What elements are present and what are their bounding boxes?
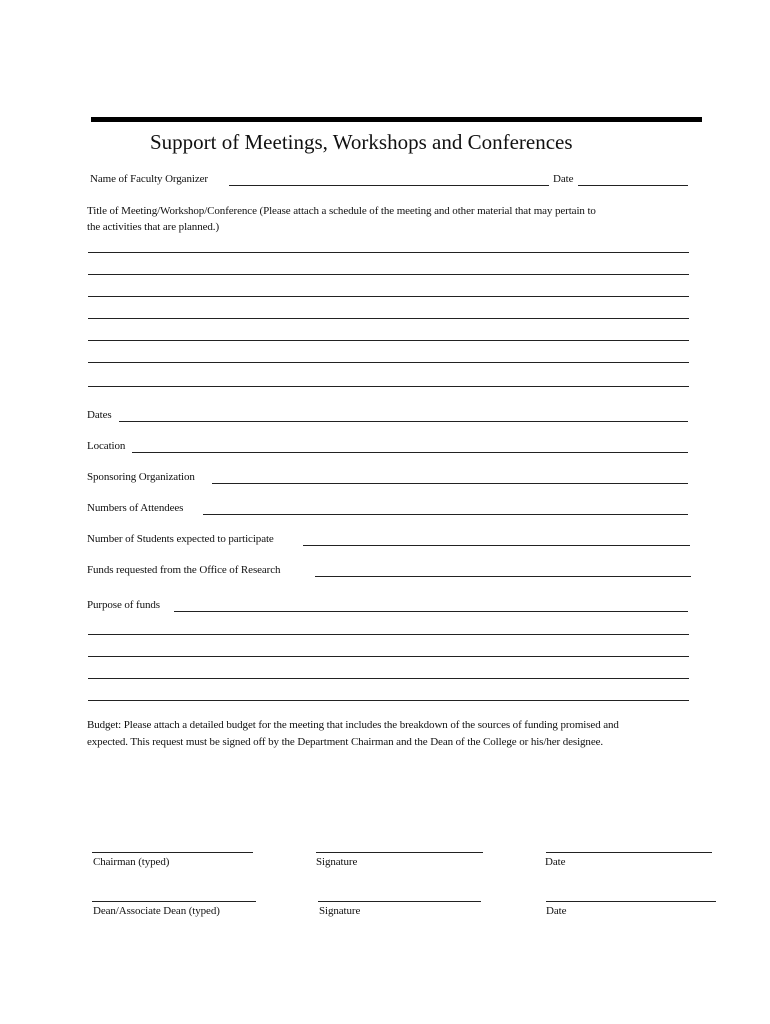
form-title: Support of Meetings, Workshops and Conferences <box>150 130 573 154</box>
purpose-line[interactable] <box>88 700 689 701</box>
title-line[interactable] <box>88 318 689 319</box>
title-instruction-line1: Title of Meeting/Workshop/Conference (Please attach a schedule of the meeting and other material that may pertain to <box>87 205 596 217</box>
date-field[interactable] <box>578 185 688 186</box>
organizer-label: Name of Faculty Organizer <box>90 173 208 185</box>
attendees-field[interactable] <box>203 514 688 515</box>
dean-date-label: Date <box>546 905 567 917</box>
organizer-field[interactable] <box>229 185 549 186</box>
title-line[interactable] <box>88 386 689 387</box>
chairman-typed-label: Chairman (typed) <box>93 856 170 868</box>
title-line[interactable] <box>88 274 689 275</box>
purpose-line[interactable] <box>88 678 689 679</box>
title-line[interactable] <box>88 362 689 363</box>
dean-typed-label: Dean/Associate Dean (typed) <box>93 905 220 917</box>
chairman-signature-label: Signature <box>316 856 358 868</box>
budget-note-line2: expected. This request must be signed off by the Department Chairman and the Dean of the College or his/her designee. <box>87 736 604 748</box>
funds-field[interactable] <box>315 576 691 577</box>
budget-note-line1: Budget: Please attach a detailed budget for the meeting that includes the breakdown of the sources of funding promised and <box>87 719 619 731</box>
dean-date-field[interactable] <box>546 901 716 902</box>
chairman-typed-field[interactable] <box>92 852 253 853</box>
students-field[interactable] <box>303 545 690 546</box>
chairman-signature-field[interactable] <box>316 852 483 853</box>
attendees-label: Numbers of Attendees <box>87 502 184 514</box>
title-line[interactable] <box>88 340 689 341</box>
dates-label: Dates <box>87 409 112 421</box>
date-label: Date <box>553 173 574 185</box>
location-label: Location <box>87 440 126 452</box>
chairman-date-field[interactable] <box>546 852 712 853</box>
purpose-label: Purpose of funds <box>87 599 160 611</box>
dean-typed-field[interactable] <box>92 901 256 902</box>
funds-label: Funds requested from the Office of Research <box>87 564 281 576</box>
sponsoring-org-label: Sponsoring Organization <box>87 471 195 483</box>
students-label: Number of Students expected to participate <box>87 533 274 545</box>
dates-field[interactable] <box>119 421 688 422</box>
location-field[interactable] <box>132 452 688 453</box>
purpose-line[interactable] <box>88 634 689 635</box>
purpose-line[interactable] <box>88 656 689 657</box>
title-instruction-line2: the activities that are planned.) <box>87 221 220 233</box>
header-rule <box>91 117 702 122</box>
title-line[interactable] <box>88 296 689 297</box>
dean-signature-field[interactable] <box>318 901 481 902</box>
purpose-field[interactable] <box>174 611 688 612</box>
chairman-date-label: Date <box>545 856 566 868</box>
title-line[interactable] <box>88 252 689 253</box>
sponsoring-org-field[interactable] <box>212 483 688 484</box>
dean-signature-label: Signature <box>319 905 361 917</box>
